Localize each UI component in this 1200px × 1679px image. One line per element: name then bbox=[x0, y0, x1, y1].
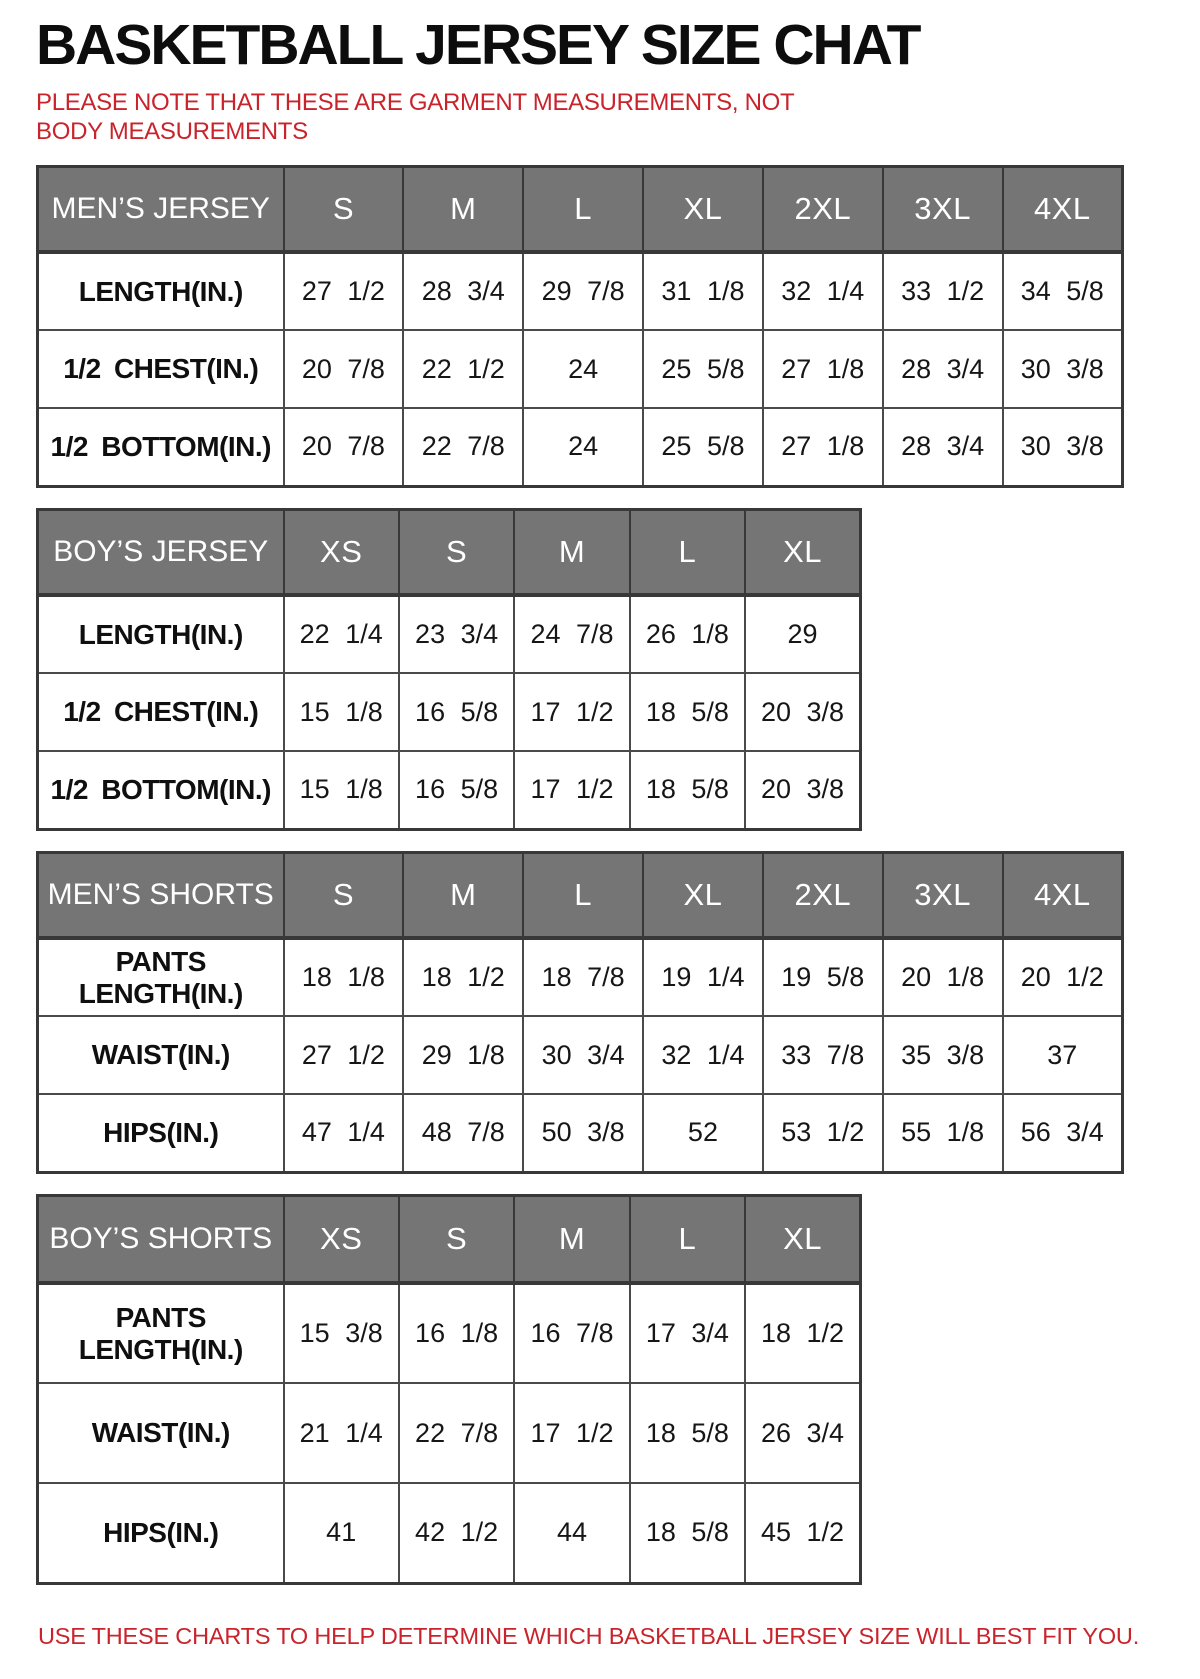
value-cell: 30 3/8 bbox=[1003, 330, 1123, 408]
value-cell: 15 1/8 bbox=[284, 673, 399, 751]
value-cell: 44 bbox=[514, 1483, 629, 1583]
value-cell: 17 1/2 bbox=[514, 1383, 629, 1483]
value-cell: 18 5/8 bbox=[630, 673, 745, 751]
value-cell: 21 1/4 bbox=[284, 1383, 399, 1483]
size-header-cell: M bbox=[514, 509, 629, 595]
value-cell: 29 1/8 bbox=[403, 1016, 523, 1094]
value-cell: 27 1/8 bbox=[763, 408, 883, 486]
measurement-row bbox=[38, 330, 1123, 408]
row-label-cell: HIPS(IN.) bbox=[38, 1483, 284, 1583]
footer-note: USE THESE CHARTS TO HELP DETERMINE WHICH BASKETBALL JERSEY SIZE WILL BEST FIT YOU. bbox=[38, 1622, 1140, 1649]
measurement-row bbox=[38, 1483, 861, 1583]
value-cell: 18 1/2 bbox=[745, 1283, 860, 1383]
value-cell: 56 3/4 bbox=[1003, 1094, 1123, 1172]
measurement-row bbox=[38, 938, 1123, 1016]
value-cell: 31 1/8 bbox=[643, 252, 763, 330]
size-header-cell: XS bbox=[284, 509, 399, 595]
row-label-cell: LENGTH(IN.) bbox=[38, 252, 284, 330]
measurement-row bbox=[38, 1016, 1123, 1094]
value-cell: 35 3/8 bbox=[883, 1016, 1003, 1094]
size-header-row bbox=[38, 166, 1123, 252]
value-cell: 28 3/4 bbox=[403, 252, 523, 330]
size-header-row bbox=[38, 852, 1123, 938]
value-cell: 27 1/2 bbox=[284, 252, 404, 330]
table-title-cell: BOY’S JERSEY bbox=[38, 509, 284, 595]
value-cell: 50 3/8 bbox=[523, 1094, 643, 1172]
value-cell: 24 7/8 bbox=[514, 595, 629, 673]
size-header-cell: L bbox=[523, 166, 643, 252]
size-header-cell: XL bbox=[643, 852, 763, 938]
size-header-cell: 4XL bbox=[1003, 166, 1123, 252]
row-label-cell: 1/2 BOTTOM(IN.) bbox=[38, 751, 284, 829]
garment-measurements-note: PLEASE NOTE THAT THESE ARE GARMENT MEASUREMENTS, NOT BODY MEASUREMENTS bbox=[36, 89, 794, 146]
size-header-row bbox=[38, 1195, 861, 1283]
size-header-cell: 2XL bbox=[763, 852, 883, 938]
row-label-cell: WAIST(IN.) bbox=[38, 1383, 284, 1483]
value-cell: 27 1/2 bbox=[284, 1016, 404, 1094]
size-header-cell: S bbox=[399, 509, 514, 595]
value-cell: 16 1/8 bbox=[399, 1283, 514, 1383]
row-label-cell: 1/2 CHEST(IN.) bbox=[38, 330, 284, 408]
row-label-cell: PANTS LENGTH(IN.) bbox=[38, 1283, 284, 1383]
value-cell: 20 7/8 bbox=[284, 330, 404, 408]
page-title: BASKETBALL JERSEY SIZE CHAT bbox=[36, 13, 920, 77]
size-header-cell: M bbox=[403, 852, 523, 938]
value-cell: 22 7/8 bbox=[399, 1383, 514, 1483]
value-cell: 22 1/2 bbox=[403, 330, 523, 408]
table-title-cell: MEN’S JERSEY bbox=[38, 166, 284, 252]
value-cell: 41 bbox=[284, 1483, 399, 1583]
value-cell: 24 bbox=[523, 408, 643, 486]
value-cell: 45 1/2 bbox=[745, 1483, 860, 1583]
value-cell: 26 3/4 bbox=[745, 1383, 860, 1483]
value-cell: 17 1/2 bbox=[514, 751, 629, 829]
value-cell: 22 7/8 bbox=[403, 408, 523, 486]
row-label-cell: WAIST(IN.) bbox=[38, 1016, 284, 1094]
value-cell: 29 bbox=[745, 595, 860, 673]
table-title-cell: BOY’S SHORTS bbox=[38, 1195, 284, 1283]
size-header-cell: XL bbox=[643, 166, 763, 252]
boys-shorts-table bbox=[36, 1194, 862, 1585]
size-header-row bbox=[38, 509, 861, 595]
size-header-cell: L bbox=[630, 1195, 745, 1283]
boys-jersey-table bbox=[36, 508, 862, 831]
value-cell: 20 1/2 bbox=[1003, 938, 1123, 1016]
row-label-cell: LENGTH(IN.) bbox=[38, 595, 284, 673]
size-header-cell: L bbox=[523, 852, 643, 938]
mens-shorts-table bbox=[36, 851, 1124, 1174]
value-cell: 26 1/8 bbox=[630, 595, 745, 673]
value-cell: 37 bbox=[1003, 1016, 1123, 1094]
measurement-row bbox=[38, 1094, 1123, 1172]
value-cell: 18 5/8 bbox=[630, 751, 745, 829]
value-cell: 42 1/2 bbox=[399, 1483, 514, 1583]
value-cell: 28 3/4 bbox=[883, 408, 1003, 486]
value-cell: 34 5/8 bbox=[1003, 252, 1123, 330]
measurement-row bbox=[38, 751, 861, 829]
size-header-cell: XS bbox=[284, 1195, 399, 1283]
row-label-cell: HIPS(IN.) bbox=[38, 1094, 284, 1172]
value-cell: 23 3/4 bbox=[399, 595, 514, 673]
value-cell: 55 1/8 bbox=[883, 1094, 1003, 1172]
value-cell: 32 1/4 bbox=[763, 252, 883, 330]
row-label-cell: 1/2 CHEST(IN.) bbox=[38, 673, 284, 751]
value-cell: 20 3/8 bbox=[745, 751, 860, 829]
size-header-cell: L bbox=[630, 509, 745, 595]
value-cell: 18 5/8 bbox=[630, 1383, 745, 1483]
value-cell: 25 5/8 bbox=[643, 330, 763, 408]
size-header-cell: M bbox=[514, 1195, 629, 1283]
size-header-cell: XL bbox=[745, 1195, 860, 1283]
value-cell: 27 1/8 bbox=[763, 330, 883, 408]
size-header-cell: 2XL bbox=[763, 166, 883, 252]
value-cell: 18 5/8 bbox=[630, 1483, 745, 1583]
size-header-cell: S bbox=[284, 852, 404, 938]
value-cell: 20 7/8 bbox=[284, 408, 404, 486]
size-header-cell: M bbox=[403, 166, 523, 252]
value-cell: 48 7/8 bbox=[403, 1094, 523, 1172]
value-cell: 19 5/8 bbox=[763, 938, 883, 1016]
row-label-cell: PANTS LENGTH(IN.) bbox=[38, 938, 284, 1016]
value-cell: 28 3/4 bbox=[883, 330, 1003, 408]
value-cell: 15 1/8 bbox=[284, 751, 399, 829]
value-cell: 16 5/8 bbox=[399, 751, 514, 829]
size-header-cell: 4XL bbox=[1003, 852, 1123, 938]
value-cell: 24 bbox=[523, 330, 643, 408]
value-cell: 30 3/4 bbox=[523, 1016, 643, 1094]
value-cell: 17 3/4 bbox=[630, 1283, 745, 1383]
value-cell: 18 1/2 bbox=[403, 938, 523, 1016]
measurement-row bbox=[38, 1383, 861, 1483]
value-cell: 30 3/8 bbox=[1003, 408, 1123, 486]
row-label-cell: 1/2 BOTTOM(IN.) bbox=[38, 408, 284, 486]
size-header-cell: 3XL bbox=[883, 166, 1003, 252]
value-cell: 25 5/8 bbox=[643, 408, 763, 486]
value-cell: 20 1/8 bbox=[883, 938, 1003, 1016]
value-cell: 33 7/8 bbox=[763, 1016, 883, 1094]
value-cell: 16 5/8 bbox=[399, 673, 514, 751]
measurement-row bbox=[38, 252, 1123, 330]
mens-jersey-table bbox=[36, 165, 1124, 488]
value-cell: 19 1/4 bbox=[643, 938, 763, 1016]
size-header-cell: S bbox=[399, 1195, 514, 1283]
value-cell: 22 1/4 bbox=[284, 595, 399, 673]
value-cell: 53 1/2 bbox=[763, 1094, 883, 1172]
table-title-cell: MEN’S SHORTS bbox=[38, 852, 284, 938]
value-cell: 20 3/8 bbox=[745, 673, 860, 751]
value-cell: 16 7/8 bbox=[514, 1283, 629, 1383]
size-header-cell: S bbox=[284, 166, 404, 252]
value-cell: 33 1/2 bbox=[883, 252, 1003, 330]
value-cell: 18 1/8 bbox=[284, 938, 404, 1016]
value-cell: 29 7/8 bbox=[523, 252, 643, 330]
size-header-cell: 3XL bbox=[883, 852, 1003, 938]
value-cell: 32 1/4 bbox=[643, 1016, 763, 1094]
value-cell: 15 3/8 bbox=[284, 1283, 399, 1383]
measurement-row bbox=[38, 673, 861, 751]
measurement-row bbox=[38, 595, 861, 673]
value-cell: 47 1/4 bbox=[284, 1094, 404, 1172]
value-cell: 18 7/8 bbox=[523, 938, 643, 1016]
measurement-row bbox=[38, 1283, 861, 1383]
measurement-row bbox=[38, 408, 1123, 486]
value-cell: 52 bbox=[643, 1094, 763, 1172]
size-header-cell: XL bbox=[745, 509, 860, 595]
value-cell: 17 1/2 bbox=[514, 673, 629, 751]
